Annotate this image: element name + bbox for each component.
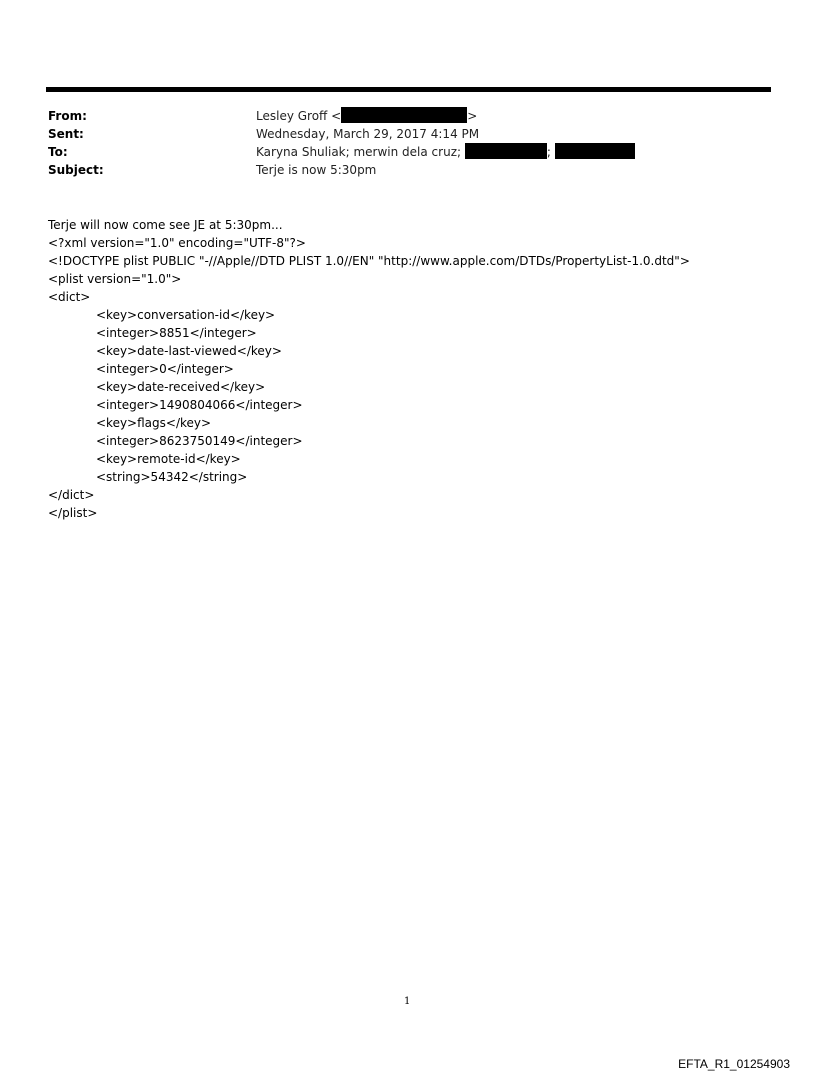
- from-close: >: [467, 109, 478, 123]
- sent-value: Wednesday, March 29, 2017 4:14 PM: [256, 127, 480, 141]
- dict-open: <dict>: [48, 290, 91, 304]
- dict-entry: <key>flags</key>: [96, 416, 212, 430]
- plist-open: <plist version="1.0">: [48, 272, 182, 286]
- from-label: From:: [48, 109, 87, 123]
- to-label: To:: [48, 145, 68, 159]
- dict-entry: <key>remote-id</key>: [96, 452, 241, 466]
- dict-entry: <integer>1490804066</integer>: [96, 398, 303, 412]
- xml-declaration: <?xml version="1.0" encoding="UTF-8"?>: [48, 236, 306, 250]
- doctype-line: <!DOCTYPE plist PUBLIC "-//Apple//DTD PLIST 1.0//EN" "http://www.apple.com/DTDs/PropertyList-1.0.dtd">: [48, 254, 690, 268]
- to-separator: ;: [546, 145, 551, 159]
- subject-label: Subject:: [48, 163, 104, 177]
- dict-entry: <integer>8623750149</integer>: [96, 434, 303, 448]
- plist-close: </plist>: [48, 506, 98, 520]
- dict-entry: <key>date-received</key>: [96, 380, 266, 394]
- dict-entry: <string>54342</string>: [96, 470, 248, 484]
- redaction-box: [341, 107, 467, 123]
- document-id: EFTA_R1_01254903: [678, 1057, 790, 1071]
- redaction-box: [465, 143, 547, 159]
- dict-close: </dict>: [48, 488, 95, 502]
- dict-entry: <key>conversation-id</key>: [96, 308, 276, 322]
- from-name: Lesley Groff <: [256, 109, 342, 123]
- dict-entry: <integer>0</integer>: [96, 362, 234, 376]
- to-value: [256, 143, 635, 161]
- dict-entry: <key>date-last-viewed</key>: [96, 344, 282, 358]
- dict-entry: <integer>8851</integer>: [96, 326, 257, 340]
- body-intro: Terje will now come see JE at 5:30pm...: [48, 218, 283, 232]
- sent-label: Sent:: [48, 127, 84, 141]
- email-body: [48, 216, 690, 522]
- from-value: [256, 107, 477, 125]
- header-rule: [46, 87, 771, 92]
- page-number: 1: [404, 996, 411, 1007]
- redaction-box: [555, 143, 635, 159]
- subject-value: Terje is now 5:30pm: [256, 163, 377, 177]
- to-recipients: Karyna Shuliak; merwin dela cruz;: [256, 145, 462, 159]
